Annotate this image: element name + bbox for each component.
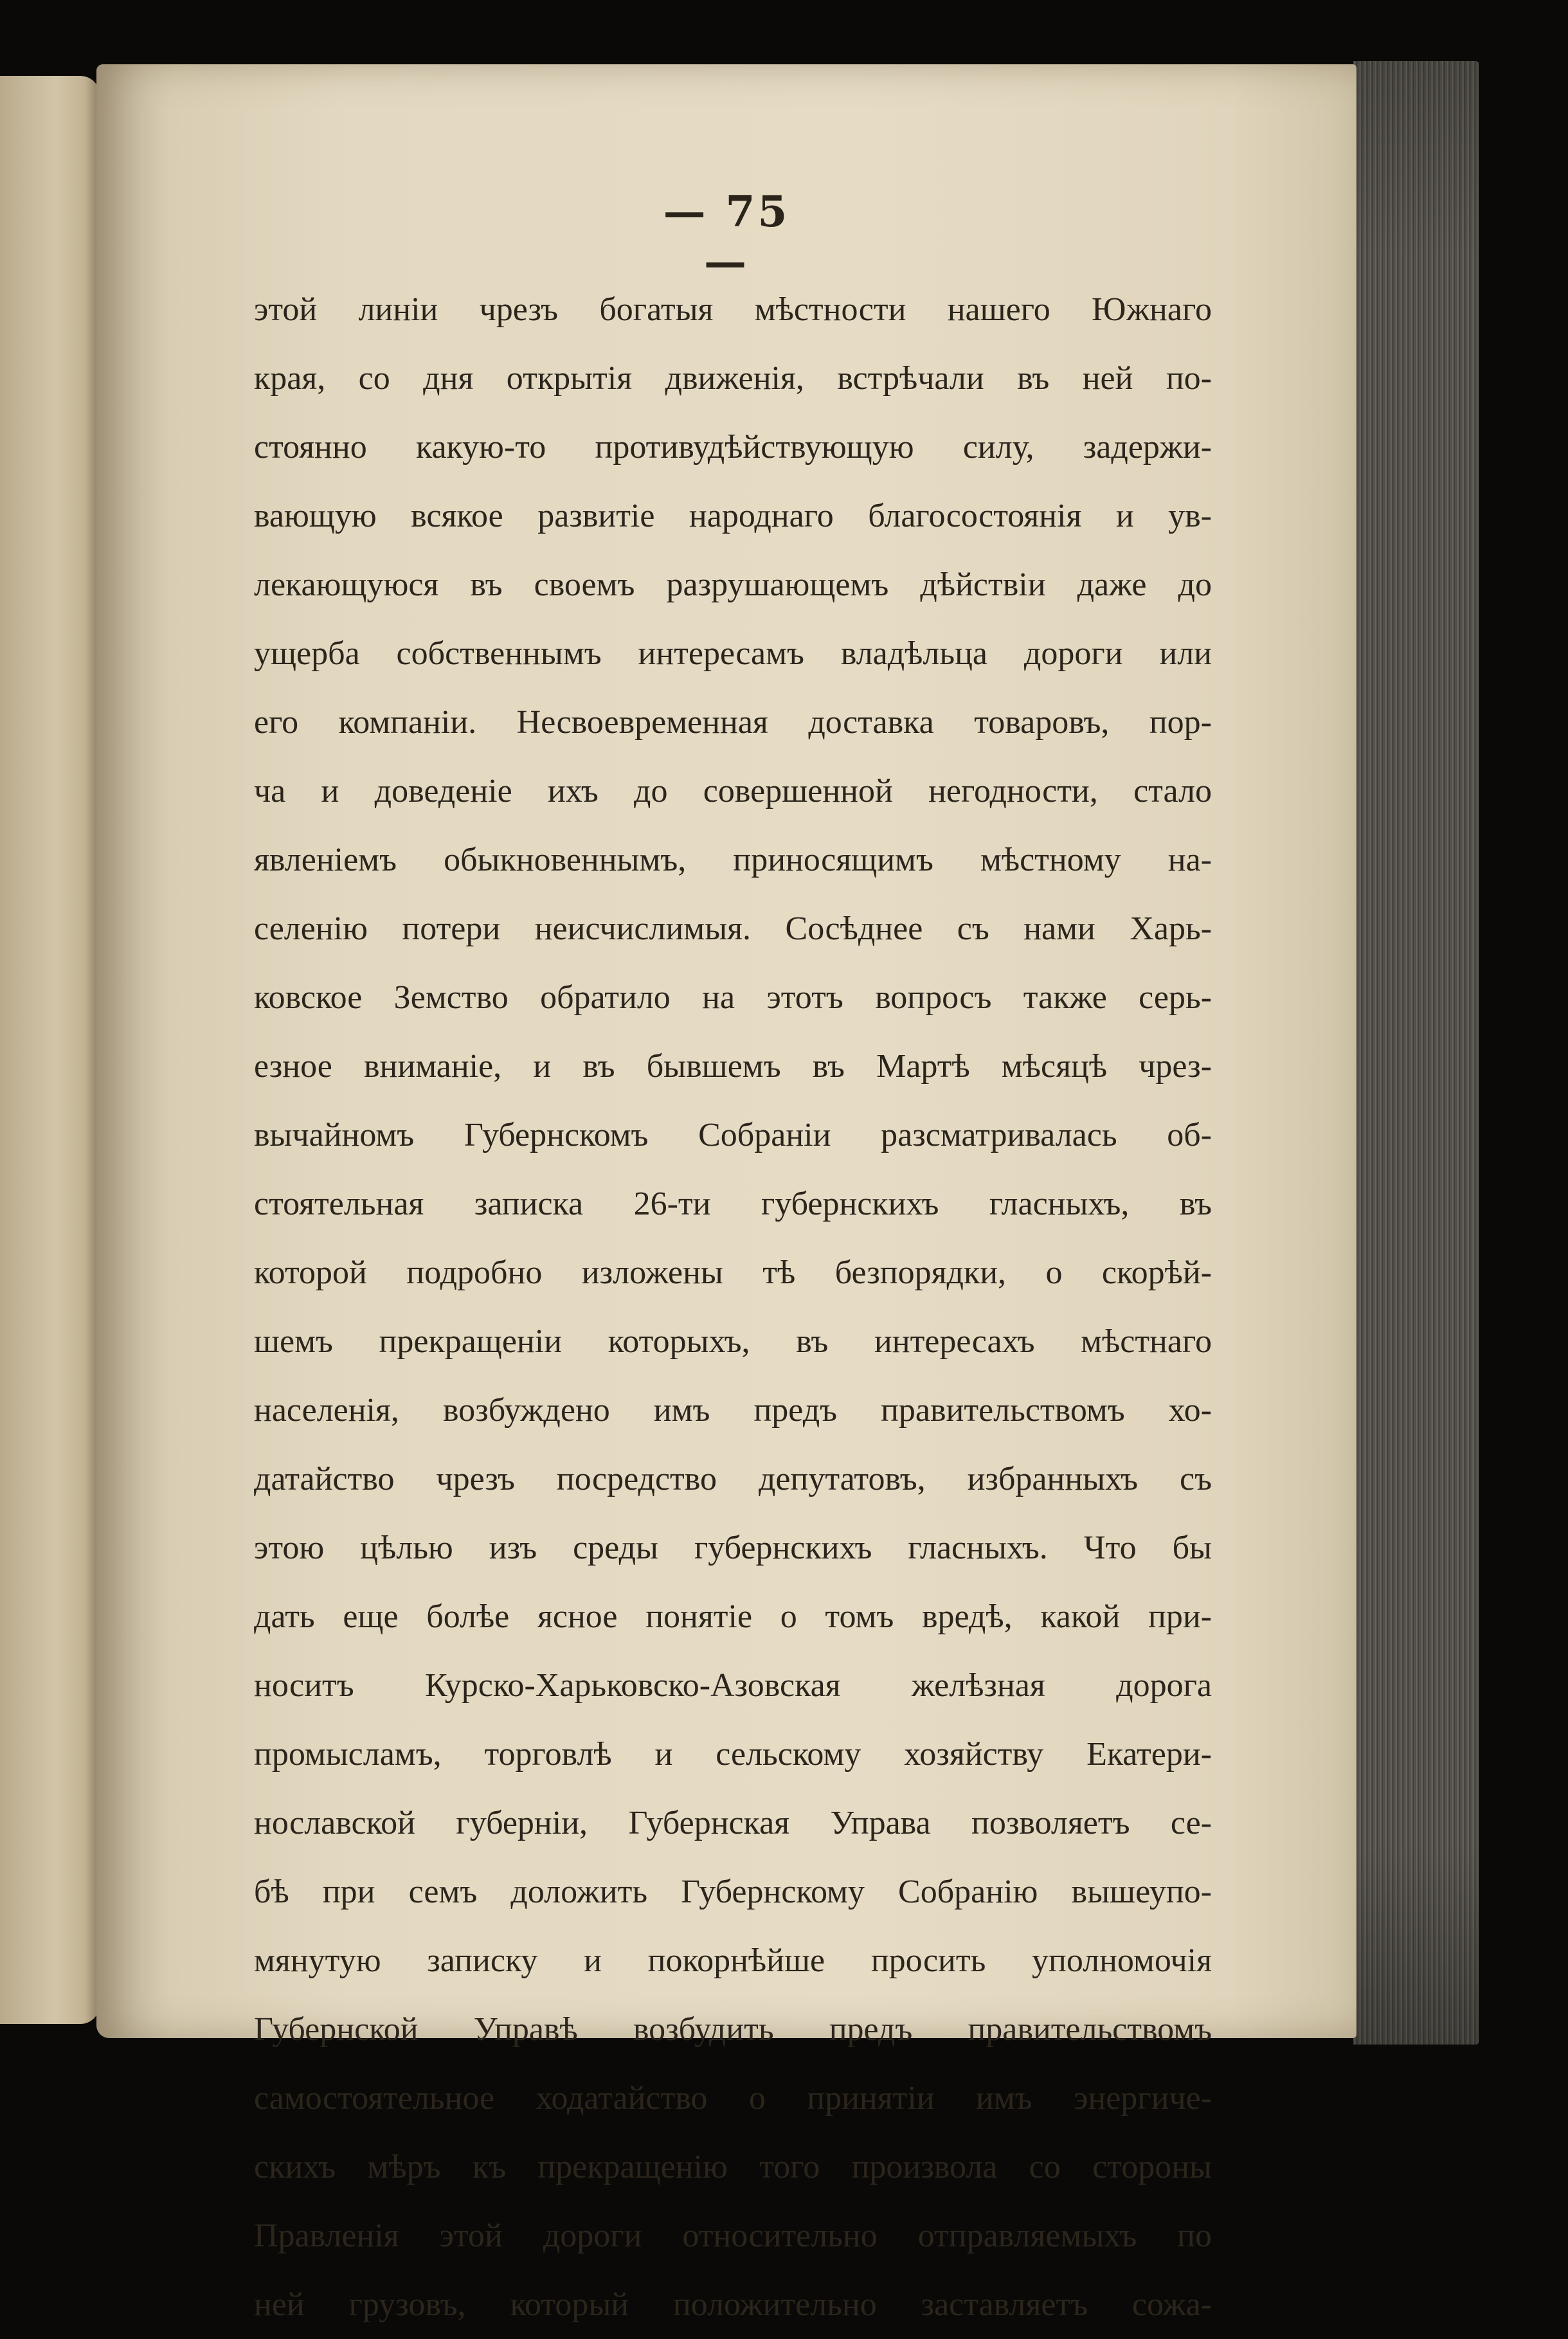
text-line: носитъ Курско-Харьковско-Азовская желѣзная дорога bbox=[254, 1667, 1212, 1704]
text-line: стоянно какую-то противудѣйствующую силу, задержи- bbox=[254, 429, 1212, 465]
page-block-edge bbox=[1353, 61, 1479, 2045]
text-line: стоятельная записка 26-ти губернскихъ гласныхъ, въ bbox=[254, 1186, 1212, 1222]
text-line: этой линіи чрезъ богатыя мѣстности нашего Южнаго bbox=[254, 291, 1212, 328]
text-line: населенія, возбуждено имъ предъ правительствомъ хо- bbox=[254, 1392, 1212, 1429]
text-line: которой подробно изложены тѣ безпорядки, о скорѣй- bbox=[254, 1254, 1212, 1291]
text-line: Губернской Управѣ возбудить предъ правительствомъ bbox=[254, 2011, 1212, 2048]
text-line: селенію потери неисчислимыя. Сосѣднее съ нами Харь- bbox=[254, 910, 1212, 947]
text-line: датайство чрезъ посредство депутатовъ, избранныхъ съ bbox=[254, 1461, 1212, 1497]
text-line: дать еще болѣе ясное понятіе о томъ вредѣ, какой при- bbox=[254, 1598, 1212, 1635]
text-line: нославской губерніи, Губернская Управа позволяетъ се- bbox=[254, 1805, 1212, 1841]
text-line: скихъ мѣръ къ прекращенію того произвола со стороны bbox=[254, 2149, 1212, 2185]
text-line: вычайномъ Губернскомъ Собраніи разсматривалась об- bbox=[254, 1117, 1212, 1153]
text-line: ча и доведеніе ихъ до совершенной негодности, стало bbox=[254, 773, 1212, 809]
text-line: ней грузовъ, который положительно заставляетъ сожа- bbox=[254, 2286, 1212, 2323]
body-text bbox=[254, 275, 1212, 2339]
text-line: шемъ прекращеніи которыхъ, въ интересахъ мѣстнаго bbox=[254, 1323, 1212, 1360]
text-line: Правленія этой дороги относительно отправляемыхъ по bbox=[254, 2217, 1212, 2254]
text-line: вающую всякое развитіе народнаго благосостоянія и ув- bbox=[254, 498, 1212, 534]
facing-page-edge bbox=[0, 76, 100, 2024]
text-line: самостоятельное ходатайство о принятіи имъ энергиче- bbox=[254, 2080, 1212, 2117]
text-line: края, со дня открытія движенія, встрѣчали въ ней по- bbox=[254, 360, 1212, 397]
text-line: лекающуюся въ своемъ разрушающемъ дѣйствіи даже до bbox=[254, 566, 1212, 603]
text-line: бѣ при семъ доложить Губернскому Собранію вышеупо- bbox=[254, 1874, 1212, 1910]
text-line: ущерба собственнымъ интересамъ владѣльца дороги или bbox=[254, 635, 1212, 672]
text-line: промысламъ, торговлѣ и сельскому хозяйству Екатери- bbox=[254, 1736, 1212, 1773]
text-line: езное вниманіе, и въ бывшемъ въ Мартѣ мѣсяцѣ чрез- bbox=[254, 1048, 1212, 1085]
text-line: его компаніи. Несвоевременная доставка товаровъ, пор- bbox=[254, 704, 1212, 741]
text-line: этою цѣлью изъ среды губернскихъ гласныхъ. Что бы bbox=[254, 1530, 1212, 1566]
text-line: явленіемъ обыкновеннымъ, приносящимъ мѣстному на- bbox=[254, 842, 1212, 878]
text-line: мянутую записку и покорнѣйше просить уполномочія bbox=[254, 1942, 1212, 1979]
text-line: ковское Земство обратило на этотъ вопросъ также серь- bbox=[254, 979, 1212, 1016]
page-number: — 75 — bbox=[663, 186, 790, 287]
